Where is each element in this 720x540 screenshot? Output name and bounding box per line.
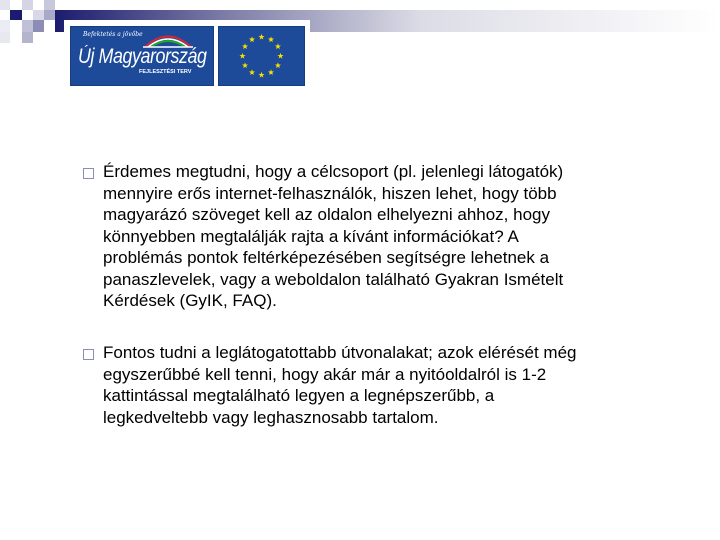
- text-line: panaszlevelek, vagy a weboldalon található Gyakran Ismételt: [103, 269, 564, 289]
- text-line: mennyire erős internet-felhasználók, hiszen lehet, hogy több: [103, 183, 557, 203]
- eu-star: [275, 43, 281, 49]
- text-line: Fontos tudni a leglátogatottabb útvonalakat; azok elérését még: [103, 343, 577, 362]
- eu-star: [268, 36, 274, 42]
- eu-star: [242, 43, 248, 49]
- square-bullet-icon: [83, 349, 94, 360]
- eu-star: [249, 36, 255, 42]
- text-line: kattintással megtalálható legyen a legnépszerűbb, a: [103, 386, 495, 405]
- logo-tagline: Befektetés a jövőbe: [83, 31, 143, 38]
- eu-star: [275, 62, 281, 68]
- square-bullet-icon: [83, 168, 94, 179]
- text-line: problémás pontok feltérképezésében segítségre lehetnek a: [103, 248, 550, 267]
- text-line: legkedveltebb vagy leghasznosabb tartalom.: [103, 407, 439, 427]
- eu-star: [268, 69, 274, 75]
- text-line: Kérdések (GyIK, FAQ).: [103, 291, 277, 310]
- logo-name: Új Magyarország: [78, 45, 207, 68]
- bullet-text: [103, 161, 563, 312]
- logo-subtitle: FEJLESZTÉSI TERV: [139, 69, 192, 75]
- eu-star: [258, 34, 264, 40]
- text-line: magyarázó szöveget kell az oldalon elhelyezni ahhoz, hogy: [103, 205, 550, 224]
- eu-star: [277, 53, 283, 59]
- eu-star: [239, 53, 245, 59]
- eu-flag-logo: [218, 26, 305, 86]
- uj-magyarorszag-logo: [70, 26, 214, 86]
- text-line: egyszerűbbé kell tenni, hogy akár már a nyitóoldalról is 1-2: [103, 364, 547, 384]
- eu-star: [249, 69, 255, 75]
- text-line: könnyebben megtalálják rajta a kívánt információkat? A: [103, 226, 519, 246]
- eu-star: [242, 62, 248, 68]
- bullet-text: [103, 342, 576, 428]
- text-line: Érdemes megtudni, hogy a célcsoport (pl. jelenlegi látogatók): [103, 162, 564, 181]
- eu-star: [258, 72, 264, 78]
- eu-stars-icon: [219, 27, 304, 85]
